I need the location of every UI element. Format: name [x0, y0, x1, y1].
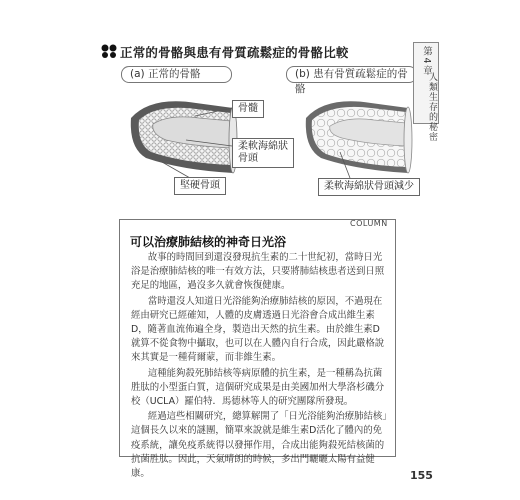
column-paragraph: 這種能夠殺死肺結核等病原體的抗生素，是一種稱為抗菌胜肽的小型蛋白質，這個研究成果是由美國加州大學洛杉磯分校（UCLA）羅伯特．馬德林等人的研究團隊所發現。: [131, 367, 385, 408]
column-body: [131, 251, 389, 481]
callout-spongy-reduced: 柔軟海綿狀骨頭減少: [318, 178, 420, 196]
column-title: 可以治療肺結核的神奇日光浴: [130, 235, 287, 249]
panel-b-label: (b) 患有骨質疏鬆症的骨骼: [286, 66, 417, 83]
column-paragraph: 當時還沒人知道日光浴能夠治療肺結核的原因，不過現在經由研究已經確知，人體的皮膚透過日光浴會合成出維生素D，隨著血流佈遍全身，製造出天然的抗生素。由於維生素D就算不從食物中攝取，也可以在人體內自行合成，因此嚴格說來其實是一種荷爾蒙，而非維生素。: [131, 295, 385, 364]
section-title: 正常的骨骼與患有骨質疏鬆症的骨骼比較: [120, 45, 349, 60]
column-tag: COLUMN: [350, 219, 388, 228]
chapter-name: 人類生存的秘密: [427, 72, 437, 142]
panel-a-label: (a) 正常的骨骼: [121, 66, 232, 83]
column-paragraph: 故事的時間回到還沒發現抗生素的二十世紀初，當時日光浴是治療肺結核的唯一有效方法，只要將肺結核患者送到日照充足的地區，過沒多久就會恢復健康。: [131, 252, 385, 292]
callout-spongy-bone: [232, 138, 294, 168]
callout-hard-bone: 堅硬骨頭: [174, 177, 226, 195]
column-paragraph: 經過這些相關研究，總算解開了「日光浴能夠治療肺結核」這個長久以來的謎團，簡單來說就是維生素D活化了體內的免疫系統，讓免疫系統得以發揮作用，合成出能夠殺死結核菌的抗菌胜肽。因此，天氣晴朗的時候，多出門曬曬太陽有益健康。: [131, 411, 387, 480]
chapter-number: 第4章: [421, 46, 432, 78]
callout-spongy-line1: 柔軟海綿狀: [238, 141, 288, 152]
callout-marrow: 骨髓: [232, 100, 264, 118]
callout-spongy-line2: 骨頭: [238, 153, 258, 164]
page-number: 155: [410, 469, 433, 482]
